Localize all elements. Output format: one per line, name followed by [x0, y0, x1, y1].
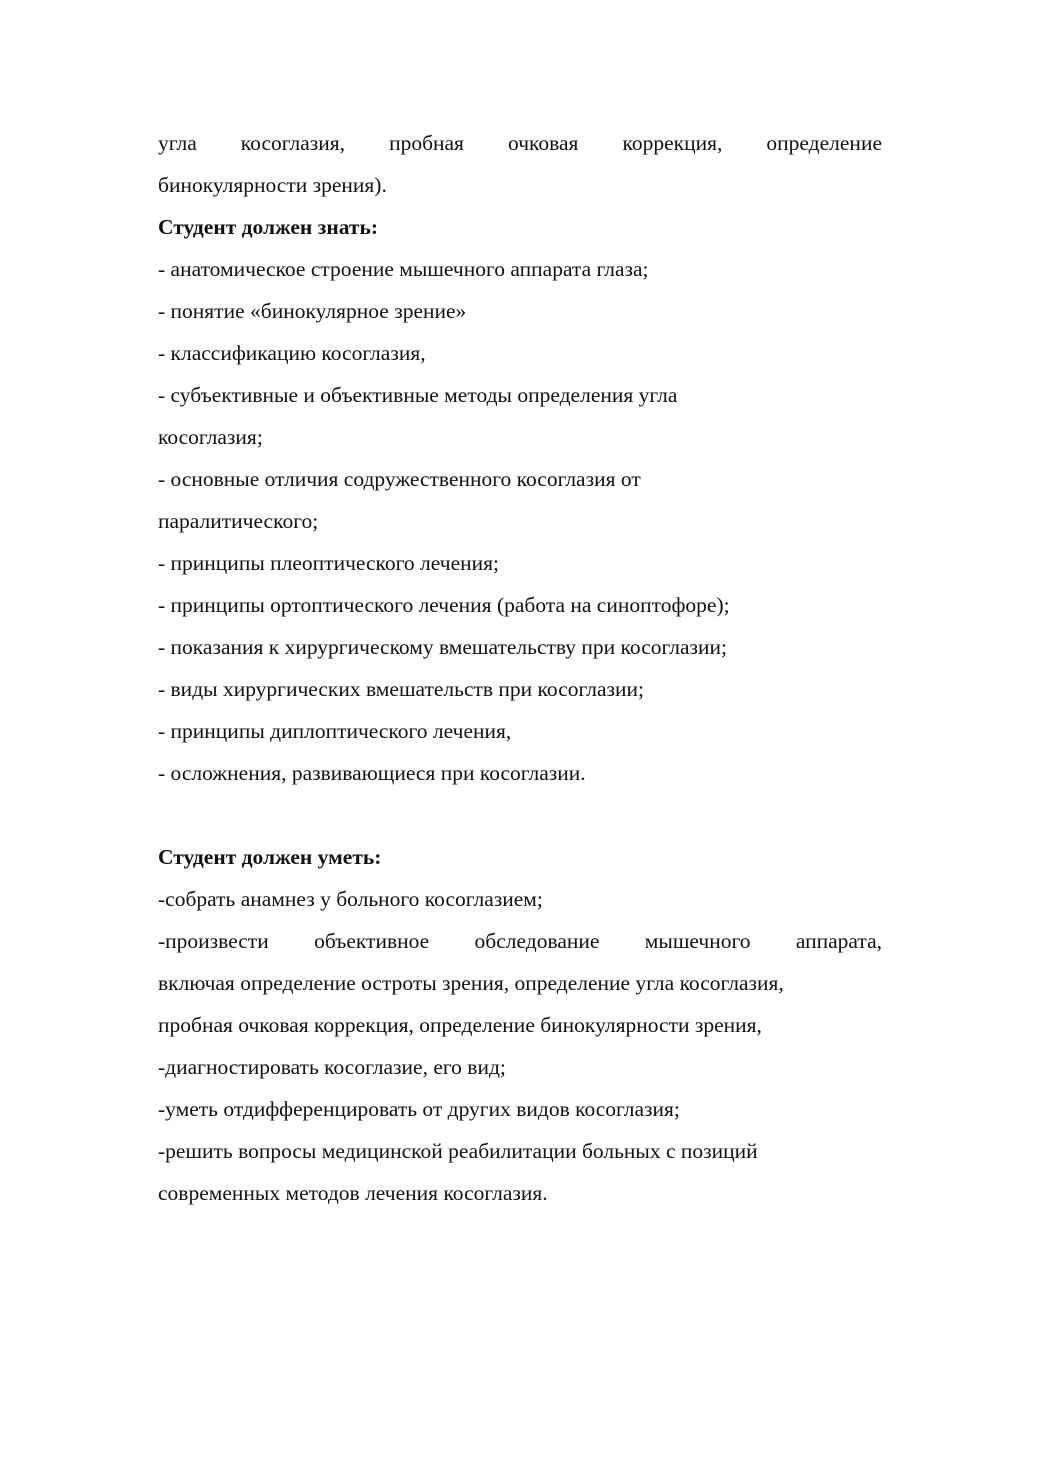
know-item: - принципы плеоптического лечения; — [158, 551, 499, 575]
know-heading: Студент должен знать: — [158, 215, 378, 239]
know-item: - субъективные и объективные методы определения угла — [158, 383, 678, 407]
know-item: - основные отличия содружественного косоглазия от — [158, 467, 641, 491]
can-heading: Студент должен уметь: — [158, 845, 382, 869]
know-item: - принципы ортоптического лечения (работа на синоптофоре); — [158, 593, 730, 617]
know-item: косоглазия; — [158, 425, 263, 449]
section-spacer — [158, 794, 882, 836]
can-item: -решить вопросы медицинской реабилитации больных с позиций — [158, 1139, 758, 1163]
know-item: - анатомическое строение мышечного аппарата глаза; — [158, 257, 649, 281]
know-item: - классификацию косоглазия, — [158, 341, 426, 365]
know-item: паралитического; — [158, 509, 319, 533]
can-item: -произвести объективное обследование мышечного аппарата, — [158, 929, 882, 953]
know-item: - понятие «бинокулярное зрение» — [158, 299, 467, 323]
know-item: - осложнения, развивающиеся при косоглазии. — [158, 761, 586, 785]
know-item: - показания к хирургическому вмешательству при косоглазии; — [158, 635, 727, 659]
can-item: современных методов лечения косоглазия. — [158, 1181, 548, 1205]
can-item: пробная очковая коррекция, определение бинокулярности зрения, — [158, 1013, 762, 1037]
document-page — [158, 122, 882, 1214]
intro-line-1: угла косоглазия, пробная очковая коррекция, определение — [158, 131, 882, 155]
can-item: -уметь отдифференцировать от других видов косоглазия; — [158, 1097, 680, 1121]
can-item: -диагностировать косоглазие, его вид; — [158, 1055, 506, 1079]
know-item: - принципы диплоптического лечения, — [158, 719, 512, 743]
know-item: - виды хирургических вмешательств при косоглазии; — [158, 677, 644, 701]
can-item: включая определение остроты зрения, определение угла косоглазия, — [158, 971, 784, 995]
intro-line-2: бинокулярности зрения). — [158, 173, 387, 197]
can-item: -собрать анамнез у больного косоглазием; — [158, 887, 543, 911]
